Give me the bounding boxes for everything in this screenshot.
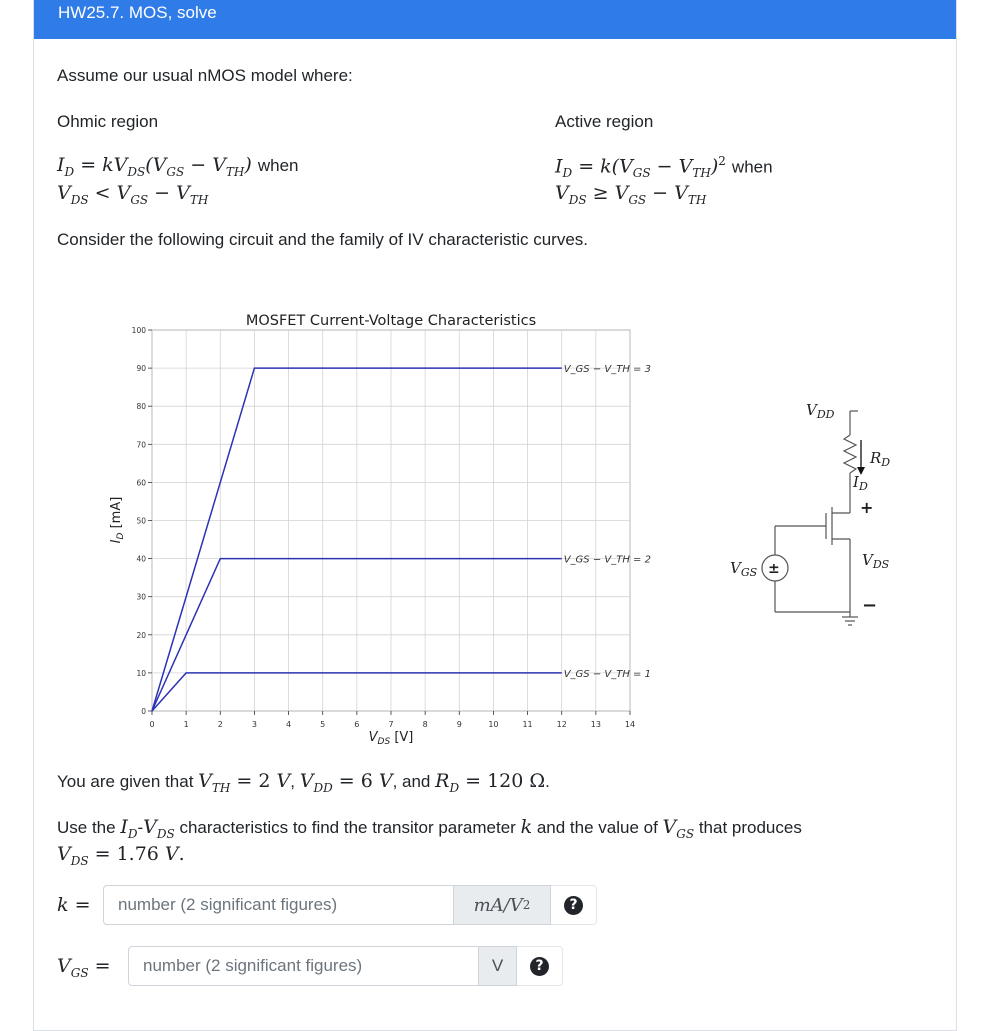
task-line-1: Use the $I_D-V_{DS}$ characteristics to find the transitor parameter k and the value of $V_{GS}$ that produces (57, 816, 802, 841)
k-unit: mA/V 2 (454, 885, 551, 925)
active-when: when (731, 157, 773, 177)
vgs-unit: V (479, 946, 517, 986)
ohmic-equation: $I_D = kV_{DS}(V_{GS} - V_{TH})$ when (57, 154, 299, 179)
series-annotation: V_GS − V_TH = 3 (563, 364, 651, 376)
question-header (34, 0, 956, 39)
y-tick-label: 10 (136, 668, 146, 678)
vgs-input[interactable] (128, 946, 479, 986)
circuit-diagram (720, 395, 920, 635)
id-label: $I_D$ (853, 473, 868, 493)
vds-plus-label: + (860, 498, 874, 517)
x-tick-label: 3 (251, 720, 257, 729)
x-tick-label: 13 (590, 720, 601, 729)
resistor-rd (844, 435, 856, 473)
active-condition: $V_{DS} \ge V_{GS} - V_{TH}$ (555, 182, 707, 207)
y-tick-label: 20 (136, 630, 146, 640)
task-line-2: $V_{DS} = 1.76$ V. (57, 843, 185, 868)
x-tick-label: 0 (149, 720, 155, 729)
iv-chart (100, 305, 660, 750)
vds-minus-label: − (862, 595, 878, 616)
y-tick-label: 40 (136, 554, 146, 564)
x-tick-label: 11 (522, 720, 533, 729)
vgs-input-label: $V_{GS}$ = (57, 955, 111, 980)
help-icon: ? (564, 896, 583, 915)
y-tick-label: 100 (131, 326, 146, 335)
k-label: k = (57, 894, 91, 916)
active-equation: $I_D = k(V_{GS} - V_{TH})^2$ when (555, 154, 773, 181)
x-tick-label: 10 (488, 720, 499, 729)
k-input-group (103, 885, 597, 925)
help-icon: ? (530, 957, 549, 976)
vds-label: $V_{DS}$ (862, 551, 890, 571)
x-tick-label: 2 (217, 720, 223, 729)
x-tick-label: 9 (456, 720, 462, 729)
intro-text: Assume our usual nMOS model where: (57, 66, 353, 85)
series-annotation: V_GS − V_TH = 1 (563, 668, 651, 680)
chart-ylabel: $I_D$ [mA] (109, 496, 126, 544)
vgs-plus-sign: ± (768, 561, 780, 577)
y-tick-label: 50 (136, 516, 146, 526)
vdd-label: $V_{DD}$ (806, 401, 835, 421)
vgs-label: $V_{GS}$ (730, 559, 758, 579)
y-tick-label: 70 (136, 440, 146, 450)
y-tick-label: 90 (136, 364, 146, 374)
rd-label: $R_D$ (870, 449, 891, 469)
ohmic-when: when (257, 156, 299, 175)
x-tick-label: 7 (388, 720, 394, 729)
chart-xlabel: $V_{DS}$ [V] (368, 730, 414, 747)
given-text: You are given that $V_{TH} = 2$ V, $V_{DD} = 6$ V, and $R_D = 120$ Ω. (57, 770, 550, 795)
x-tick-label: 6 (354, 720, 360, 729)
y-tick-label: 80 (136, 402, 146, 412)
y-tick-label: 0 (141, 707, 146, 716)
vgs-input-group (128, 946, 563, 986)
consider-text: Consider the following circuit and the family of IV characteristic curves. (57, 230, 589, 249)
active-title: Active region (555, 112, 654, 131)
x-tick-label: 4 (286, 720, 292, 729)
ohmic-condition: $V_{DS} < V_{GS} - V_{TH}$ (57, 182, 209, 207)
question-title: HW25.7. MOS, solve (58, 3, 217, 22)
vgs-help-button[interactable] (517, 946, 563, 986)
k-help-button[interactable] (551, 885, 597, 925)
series-annotation: V_GS − V_TH = 2 (563, 554, 651, 566)
ohmic-title: Ohmic region (57, 112, 159, 131)
k-input[interactable] (103, 885, 454, 925)
x-tick-label: 12 (556, 720, 567, 729)
x-tick-label: 8 (422, 720, 428, 729)
y-tick-label: 30 (136, 592, 146, 602)
chart-title: MOSFET Current-Voltage Characteristics (245, 313, 537, 329)
x-tick-label: 1 (183, 720, 189, 729)
x-tick-label: 14 (624, 720, 636, 729)
x-tick-label: 5 (320, 720, 326, 729)
y-tick-label: 60 (136, 478, 146, 488)
